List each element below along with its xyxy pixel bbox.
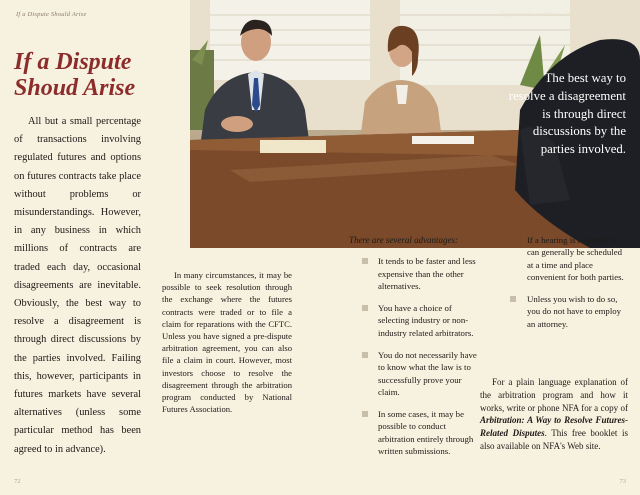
list-item-text: You do not necessarily have to know what the law is to successfully prove your claim. — [378, 349, 477, 397]
list-item-text: Unless you wish to do so, you do not have to employ an attorney. — [527, 294, 622, 329]
running-header-left: If a Dispute Should Arise — [16, 11, 87, 18]
page-number-left: 72 — [14, 478, 21, 485]
square-bullet-icon — [362, 411, 368, 417]
title-line-2: Shoud Arise — [14, 75, 136, 102]
page-number-right: 73 — [619, 478, 626, 485]
advantages-list — [340, 234, 480, 467]
closing-paragraph — [480, 376, 628, 453]
intro-paragraph: All but a small percentage of transactions involving regulated futures and options on futures contracts take place without problems or misunderstandings. However, in any business in which millions of contracts are traded each day, occasional disagreements are inevitable. Obviously, the best way to resolve a disagreement is through direct discussions by the parties involved. Failing this, however, participants in futures markets have several alternatives (unless some particular method has been agreed to in advance). — [14, 116, 141, 455]
square-bullet-icon — [362, 258, 368, 264]
list-item — [510, 293, 628, 330]
list-item — [340, 302, 480, 339]
list-item — [340, 349, 480, 398]
pull-quote: The best way to resolve a disagreement is through direct discussions by the parties involved. — [508, 71, 626, 157]
square-bullet-icon — [510, 296, 516, 302]
page-title — [14, 49, 189, 101]
window-left — [210, 0, 370, 80]
closing-text-after: . This free booklet is also available on NFA's Web site. — [480, 428, 629, 451]
square-bullet-icon — [362, 305, 368, 311]
continued-list-item: If a hearing is required, it can generally be scheduled at a time and place convenient for both parties. — [527, 235, 624, 282]
document-paper — [412, 136, 474, 144]
middle-paragraph: In many circumstances, it may be possible to seek resolution through the exchange where the futures contracts were traded or to file a claim for reparations with the CFTC. Unless you have signed a pre-dispute arbitration agreement, you can also file a claim in court. However, most investors choose to resolve the disagreement through the arbitration program conducted by National Futures Association. — [162, 270, 292, 415]
title-line-1: If a Dispute — [14, 49, 132, 76]
list-item — [340, 255, 480, 292]
booklet-title: Arbitration: A Way to Resolve Futures-Related Disputes — [480, 415, 628, 439]
square-bullet-icon — [362, 352, 368, 358]
list-item-text: It tends to be faster and less expensive than the other alternatives. — [378, 256, 476, 291]
running-header-right: Opportunity and Risk: An Educational Guide — [499, 11, 626, 18]
document-folder — [260, 140, 326, 153]
advantages-heading: There are several advantages: — [349, 235, 459, 245]
right-column — [510, 234, 628, 340]
list-item — [340, 408, 480, 457]
list-item-text: You have a choice of selecting industry or non-industry related arbitrators. — [378, 303, 474, 338]
list-item-text: In some cases, it may be possible to conduct arbitration entirely through written submissions. — [378, 409, 474, 457]
closing-text-before: For a plain language explanation of the arbitration program and how it works, write or phone NFA for a copy of — [480, 377, 628, 413]
